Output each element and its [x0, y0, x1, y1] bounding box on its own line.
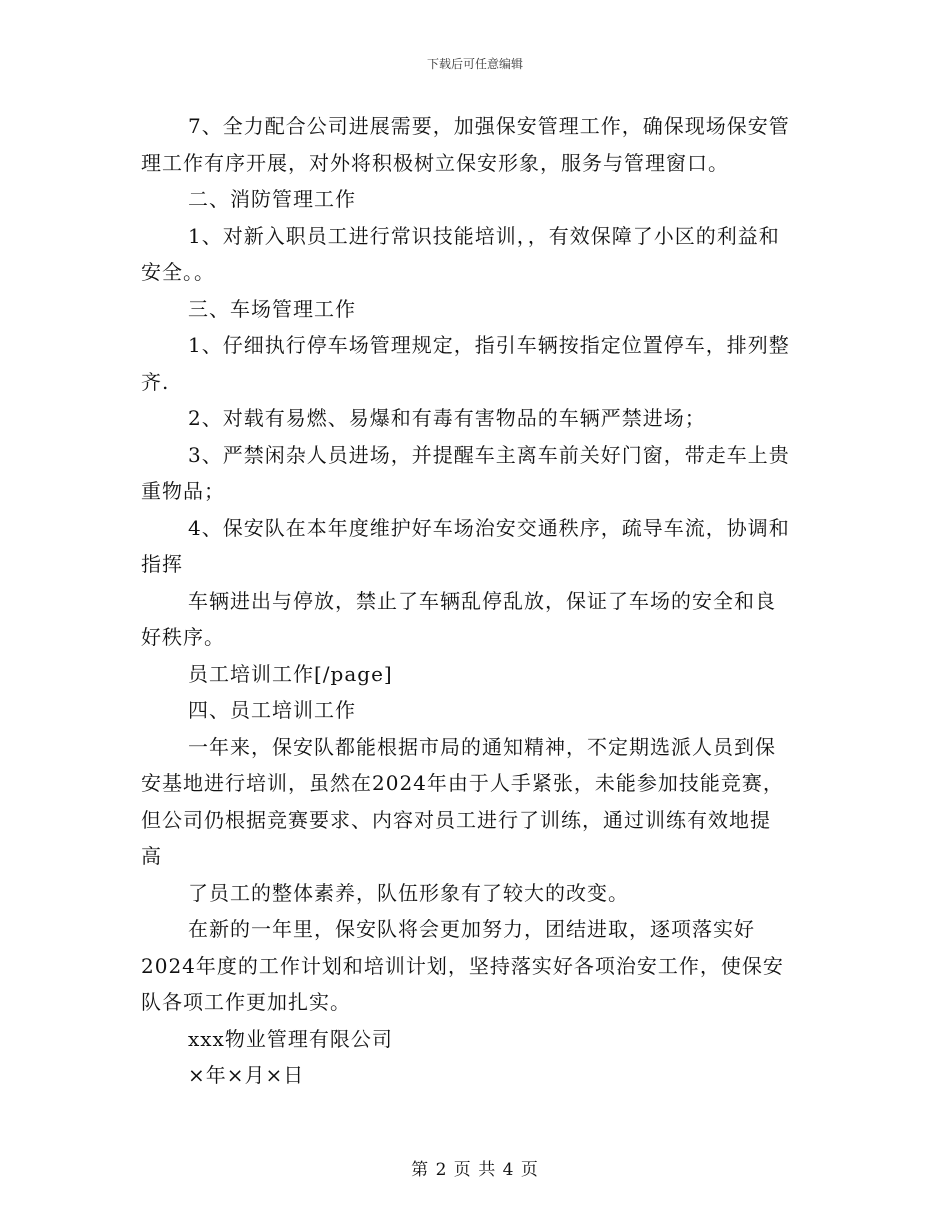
text-line: 安基地进行培训，虽然在2024年由于人手紧张，未能参加技能竞赛， — [141, 771, 784, 795]
text-line: 2024年度的工作计划和培训计划，坚持落实好各项治安工作，使保安 — [141, 953, 784, 978]
page-header: 下载后可任意编辑 — [426, 57, 523, 71]
text-line: 安全。。 — [141, 260, 215, 284]
text-line: 高 — [141, 844, 162, 868]
page-number: 第 2 页 共 4 页 — [411, 1160, 539, 1180]
text-line: 了员工的整体素养，队伍形象有了较大的改变。 — [188, 880, 629, 905]
text-line: 一年来，保安队都能根据市局的通知精神，不定期选派人员到保 — [188, 734, 776, 759]
text-line: 重物品； — [141, 479, 225, 503]
text-line: 在新的一年里，保安队将会更加努力，团结进取，逐项落实好 — [188, 917, 755, 941]
text-line: 员工培训工作[/page] — [188, 661, 393, 686]
text-line: 队各项工作更加扎实。 — [141, 990, 351, 1014]
text-line: 好秩序。 — [141, 625, 225, 649]
text-line: 1、对新入职员工进行常识技能培训，，有效保障了小区的利益和 — [188, 223, 780, 248]
text-line: 7、全力配合公司进展需要，加强保安管理工作，确保现场保安管 — [188, 114, 790, 138]
text-line: 指挥 — [141, 552, 183, 576]
text-line: 1、仔细执行停车场管理规定，指引车辆按指定位置停车，排列整 — [188, 333, 790, 357]
text-line: 4、保安队在本年度维护好车场治安交通秩序，疏导车流，协调和 — [188, 515, 790, 540]
text-line: 理工作有序开展，对外将积极树立保安形象，服务与管理窗口。 — [141, 150, 729, 175]
text-line: 但公司仍根据竞赛要求、内容对员工进行了训练，通过训练有效地提 — [141, 807, 771, 832]
signature-company: xxx物业管理有限公司 — [188, 1026, 393, 1051]
section-heading: 四、员工培训工作 — [188, 698, 356, 722]
text-line: 车辆进出与停放，禁止了车辆乱停乱放，保证了车场的安全和良 — [188, 588, 776, 613]
section-heading: 三、车场管理工作 — [188, 296, 356, 321]
text-line: 2、对载有易燃、易爆和有毒有害物品的车辆严禁进场； — [188, 406, 706, 430]
text-line: 3、严禁闲杂人员进场，并提醒车主离车前关好门窗，带走车上贵 — [188, 442, 790, 467]
text-line: 齐. — [141, 369, 170, 394]
signature-date: ×年×月×日 — [188, 1063, 305, 1087]
section-heading: 二、消防管理工作 — [188, 187, 356, 211]
document-body — [141, 108, 811, 1094]
